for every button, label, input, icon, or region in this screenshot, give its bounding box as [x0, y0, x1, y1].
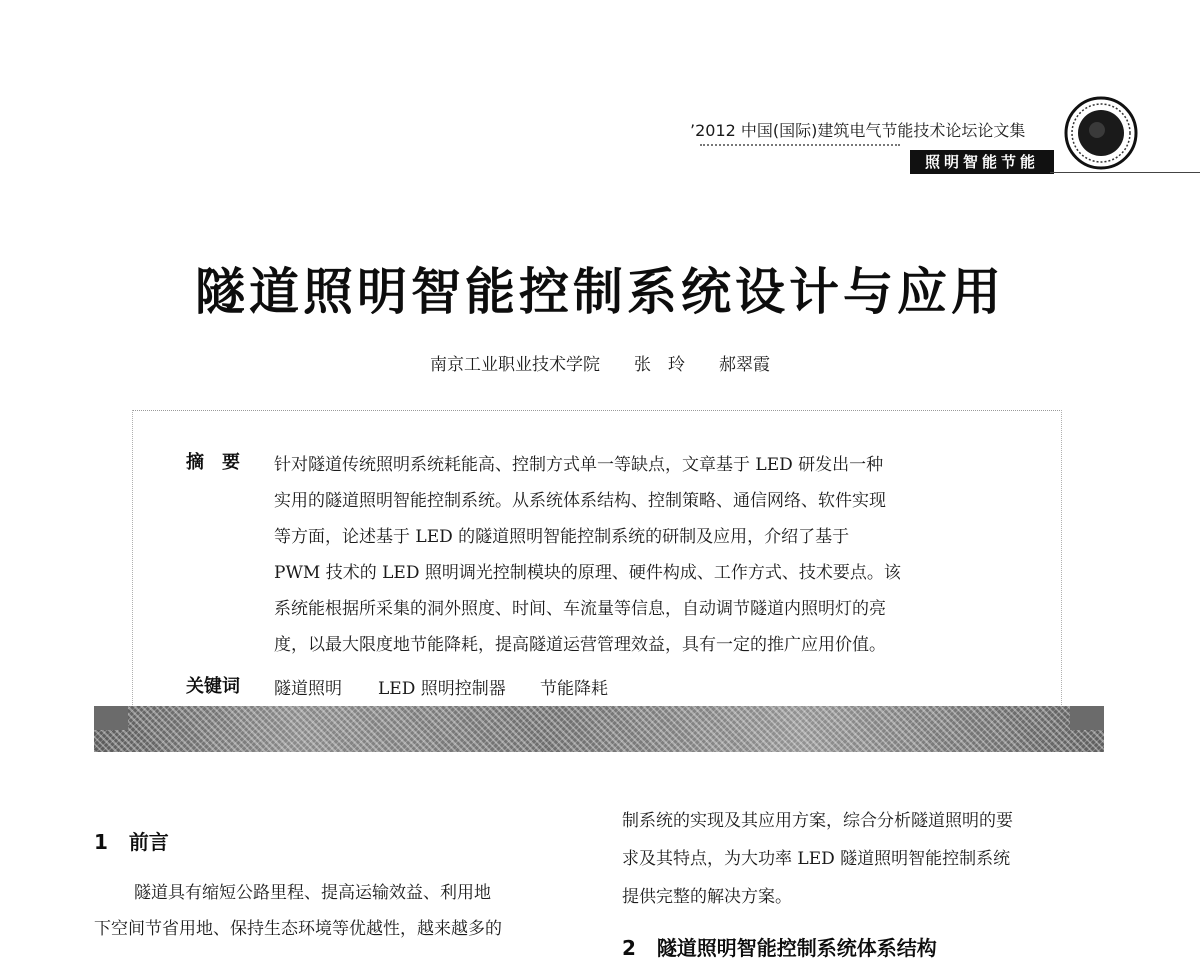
abstract-line: 实用的隧道照明智能控制系统。从系统体系结构、控制策略、通信网络、软件实现 [274, 491, 886, 511]
section-number: 1 [94, 830, 108, 854]
section-number: 2 [622, 936, 636, 960]
affiliation: 南京工业职业技术学院 [430, 355, 600, 375]
running-header-title: ’2012 中国(国际)建筑电气节能技术论坛论文集 [690, 121, 1026, 140]
abstract-label: 摘 要 [186, 452, 240, 473]
section-2-heading [622, 932, 937, 961]
abstract-line: 针对隧道传统照明系统耗能高、控制方式单一等缺点，文章基于 LED 研发出一种 [274, 455, 884, 475]
band-cap-right [1070, 706, 1104, 730]
paper-title: 隧道照明智能控制系统设计与应用 [195, 263, 1005, 321]
author-name: 张 玲 [634, 355, 685, 375]
header-dotted-rule [700, 144, 900, 146]
section-badge: 照明智能节能 [910, 150, 1054, 174]
abstract-line: 度，以最大限度地节能降耗，提高隧道运营管理效益，具有一定的推广应用价值。 [274, 635, 886, 655]
keyword: 隧道照明 [274, 679, 342, 699]
header-rule [1050, 172, 1200, 173]
abstract-line: 系统能根据所采集的洞外照度、时间、车流量等信息，自动调节隧道内照明灯的亮 [274, 599, 886, 619]
author-name: 郝翠霞 [719, 355, 770, 375]
body-line: 提供完整的解决方案。 [622, 887, 792, 907]
body-line: 制系统的实现及其应用方案，综合分析隧道照明的要 [622, 811, 1013, 831]
section-title: 前言 [128, 830, 169, 854]
abstract-line: 等方面，论述基于 LED 的隧道照明智能控制系统的研制及应用，介绍了基于 [274, 527, 850, 547]
keyword: LED 照明控制器 [378, 679, 506, 699]
halftone-band [94, 706, 1104, 752]
keywords-label: 关键词 [186, 676, 240, 697]
section-title: 隧道照明智能控制系统体系结构 [656, 936, 937, 960]
affiliation-line [0, 350, 1200, 375]
body-line: 下空间节省用地、保持生态环境等优越性，越来越多的 [94, 919, 502, 939]
body-line: 隧道具有缩短公路里程、提高运输效益、利用地 [134, 883, 491, 903]
abstract-line: PWM 技术的 LED 照明调光控制模块的原理、硬件构成、工作方式、技术要点。该 [274, 563, 901, 583]
section-1-heading [94, 826, 169, 855]
band-cap-left [94, 706, 128, 730]
conference-seal-icon [1064, 96, 1138, 170]
keyword: 节能降耗 [540, 679, 608, 699]
body-line: 求及其特点，为大功率 LED 隧道照明智能控制系统 [622, 849, 1011, 869]
